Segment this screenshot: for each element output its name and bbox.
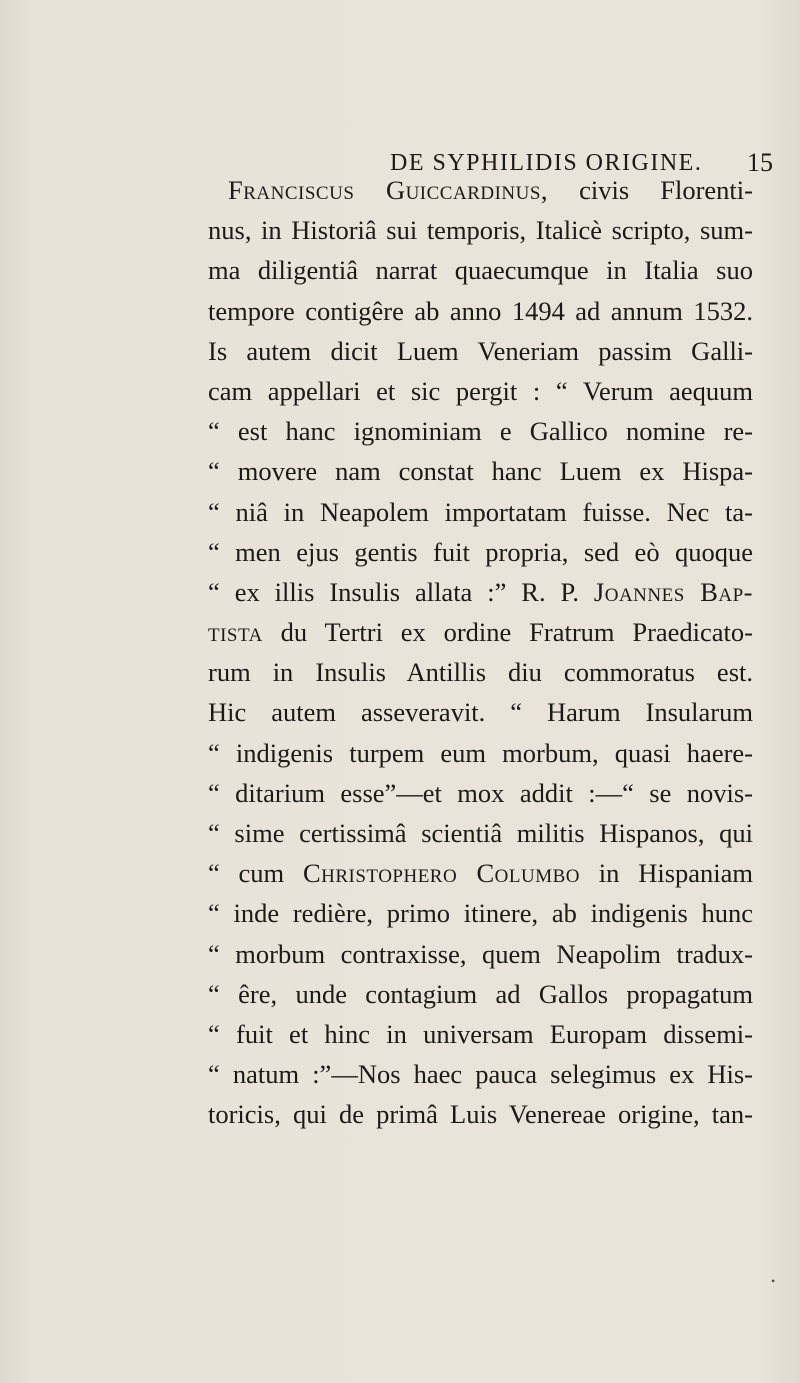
text-line: “ ex illis Insulis allata :” R. P. Joannes Bap- <box>208 576 753 607</box>
text-line: tempore contigêre ab anno 1494 ad annum 1532. <box>208 295 753 326</box>
text-line: toricis, qui de primâ Luis Venereae origine, tan- <box>208 1099 753 1130</box>
text-line: “ niâ in Neapolem importatam fuisse. Nec ta- <box>208 496 753 527</box>
author-name: Franciscus Guiccardinus, <box>228 175 549 205</box>
text-line: nus, in Historiâ sui temporis, Italicè scripto, sum- <box>208 215 753 246</box>
text-line: ma diligentiâ narrat quaecumque in Italia suo <box>208 255 753 286</box>
text-line: “ êre, unde contagium ad Gallos propagatum <box>208 978 753 1009</box>
text-line: “ sime certissimâ scientiâ militis Hispanos, qui <box>208 818 753 848</box>
text-line: “ est hanc ignominiam e Gallico nomine re- <box>208 416 753 447</box>
author-name: tista <box>208 617 263 648</box>
author-name: Joannes Bap- <box>593 576 753 607</box>
text-line: “ cum Christophero Columbo in Hispaniam <box>208 858 754 889</box>
text-line: “ inde redière, primo itinere, ab indigenis hunc <box>208 898 753 929</box>
text-line: Franciscus Guiccardinus, civis Florenti- <box>228 175 753 205</box>
running-title: DE SYPHILIDIS ORIGINE. <box>390 150 703 176</box>
print-speck: • <box>771 1274 776 1288</box>
text-line: rum in Insulis Antillis diu commoratus est. <box>208 657 753 688</box>
text-line: Hic autem asseveravit. “ Harum Insularum <box>208 697 753 728</box>
text-line: “ movere nam constat hanc Luem ex Hispa- <box>208 456 753 487</box>
text-line: “ fuit et hinc in universam Europam dissemi- <box>208 1018 753 1049</box>
text-line: tista du Tertri ex ordine Fratrum Praedicato- <box>208 617 753 648</box>
body-text <box>208 170 753 1135</box>
text-line: “ men ejus gentis fuit propria, sed eò quoque <box>208 536 753 567</box>
person-name: Christophero Columbo <box>302 858 581 889</box>
text-line: “ natum :”—Nos haec pauca selegimus ex His- <box>208 1059 753 1090</box>
text-line: “ morbum contraxisse, quem Neapolim tradux- <box>208 938 753 969</box>
text-line: “ ditarium esse”—et mox addit :—“ se novis- <box>208 777 753 808</box>
text-line: “ indigenis turpem eum morbum, quasi haere- <box>208 737 753 768</box>
page-number: 15 <box>747 148 773 177</box>
text-line: Is autem dicit Luem Veneriam passim Galli- <box>208 335 753 366</box>
text-line: cam appellari et sic pergit : “ Verum aequum <box>208 375 753 406</box>
